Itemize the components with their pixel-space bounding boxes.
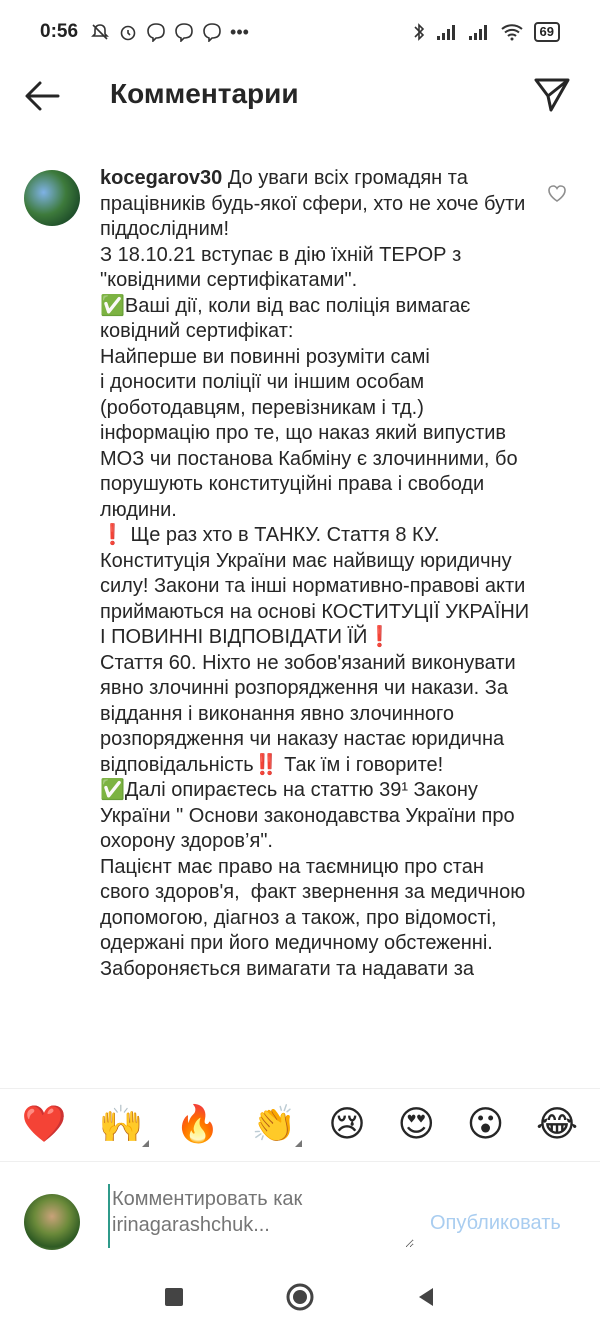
signal-icon — [468, 23, 490, 41]
viber-icon — [174, 22, 194, 42]
status-system-icons — [412, 22, 560, 42]
status-notification-icons — [90, 22, 249, 43]
current-user-avatar — [24, 1194, 80, 1250]
system-navigation-bar — [0, 1262, 600, 1332]
bluetooth-icon — [412, 22, 426, 42]
mute-bell-icon — [90, 22, 110, 42]
reaction-heart-eyes[interactable]: 😍 — [397, 1104, 435, 1145]
more-dots-icon: ••• — [230, 21, 249, 42]
comment-input[interactable] — [108, 1184, 414, 1248]
publish-button[interactable]: Опубликовать — [430, 1212, 561, 1234]
wifi-icon — [500, 23, 524, 41]
reaction-clapping-hands[interactable]: 👏 — [251, 1104, 297, 1145]
heart-outline-icon[interactable] — [546, 182, 568, 204]
recent-apps-square-icon[interactable] — [163, 1286, 185, 1308]
comment-list — [0, 150, 600, 1088]
back-arrow-icon[interactable] — [22, 78, 62, 114]
reaction-raised-hands[interactable]: 🙌 — [98, 1104, 144, 1145]
viber-icon — [146, 22, 166, 42]
comment-text: До уваги всіх громадян та працівників будь-якої сфери, хто не хоче бути піддослідним! З 18.10.21 вступає в дію їхній ТЕРОР з "ковідними сертифікатами". ✅Ваші дії, коли від вас поліція вимагає ковідний сертифікат: Найперше ви повинні розуміти самі і доносити поліції чи іншим особам (роботодавцям, перевізникам і тд.) інформацію про те, що наказ який випустив МОЗ чи постанова Кабміну є злочинними, бо порушують конституційні права і свободи людини. ❗ Ще раз хто в ТАНКУ. Стаття 8 КУ. Конституція України має найвищу юридичну силу! Закони та інші нормативно-правові акти приймаються на основі КОСТИТУЦІЇ УКРАЇНИ І ПОВИННІ ВІДПОВІДАТИ ЇЙ❗ Стаття 60. Ніхто не зобов'язаний виконувати явно злочинні розпорядження чи накази. За віддання і виконання явно злочинного розпорядження чи наказу настає юридична відповідальність‼️ Так їм і говорите! ✅Далі опираєтесь на статтю 39¹ Закону України " Основи законодавства України про охорону здоров’я". Пацієнт має право на таємницю про стан свого здоров'я, факт звернення за медичною допомогою, діагноз а також, про відомості, одержані при його медичному обстеженні. Забороняється вимагати та надавати за — [100, 167, 530, 980]
battery-indicator: 69 — [534, 22, 560, 42]
reaction-surprised-face[interactable]: 😮 — [466, 1104, 505, 1145]
quick-reaction-bar — [0, 1088, 600, 1162]
comment-username[interactable]: kocegarov30 — [100, 167, 223, 189]
reaction-red-heart[interactable]: ❤️ — [21, 1104, 67, 1145]
commenter-avatar[interactable] — [24, 170, 80, 226]
send-paper-plane-icon[interactable] — [532, 74, 572, 114]
reaction-crying-face[interactable]: 😢 — [328, 1104, 366, 1145]
comment-composer — [0, 1162, 600, 1262]
viber-icon — [202, 22, 222, 42]
status-bar — [0, 0, 600, 64]
reaction-fire[interactable]: 🔥 — [175, 1104, 220, 1145]
alarm-icon — [118, 22, 138, 42]
comment-text-block — [100, 166, 530, 982]
home-circle-icon[interactable] — [285, 1282, 315, 1312]
back-triangle-icon[interactable] — [415, 1286, 437, 1308]
header — [0, 64, 600, 128]
page-title: Комментарии — [110, 78, 299, 109]
status-time: 0:56 — [40, 21, 79, 42]
signal-icon — [436, 23, 458, 41]
reaction-laughing-tears[interactable]: 😂 — [536, 1104, 579, 1145]
